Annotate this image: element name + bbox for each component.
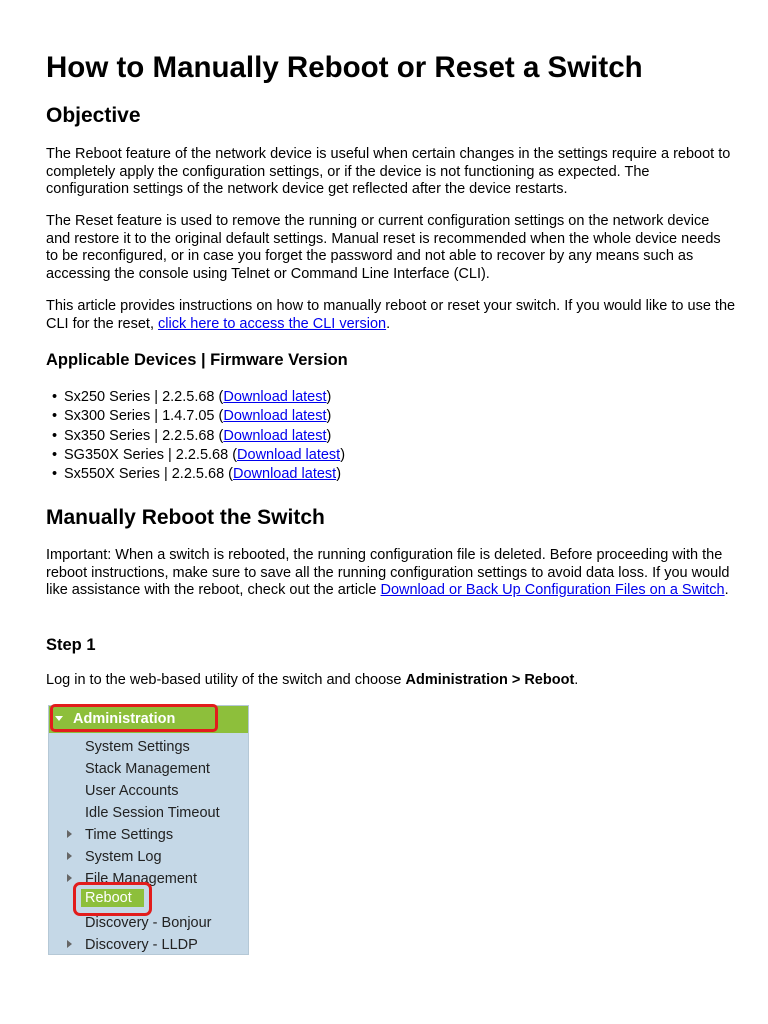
expand-arrow-icon [67, 852, 72, 860]
cli-intro-text: This article provides instructions on how to manually reboot or reset your switch. If you would like to use the CLI for the reset, [46, 298, 736, 332]
expand-arrow-icon [67, 940, 72, 948]
objective-paragraph-3 [46, 298, 736, 333]
menu-item-time-settings[interactable] [85, 826, 173, 844]
device-item [64, 407, 345, 426]
important-paragraph [46, 547, 736, 600]
menu-item-label: File Management [85, 871, 198, 887]
device-close: ) [326, 427, 332, 444]
reboot-highlight-box [73, 882, 152, 916]
device-name: Sx250 Series | 2.2.5.68 ( [64, 389, 224, 405]
menu-item-label: Discovery - LLDP [85, 937, 198, 953]
step-1-instruction: Log in to the web-based utility of the switch and choose [46, 672, 406, 688]
menu-item-discovery-lldp[interactable] [85, 936, 198, 954]
device-list [46, 388, 345, 484]
download-latest-link[interactable]: Download latest [233, 466, 337, 483]
administration-highlight-box [50, 704, 218, 732]
download-latest-link[interactable]: Download latest [223, 408, 327, 425]
backup-config-link[interactable]: Download or Back Up Configuration Files on a Switch [380, 582, 725, 598]
device-name: SG350X Series | 2.2.5.68 ( [64, 446, 238, 463]
step-1-text [46, 672, 736, 690]
device-name: Sx300 Series | 1.4.7.05 ( [64, 408, 224, 425]
download-latest-link[interactable]: Download latest [237, 446, 341, 463]
device-item [64, 446, 345, 465]
menu-item-user-accounts[interactable]: User Accounts [85, 783, 179, 799]
cli-version-link[interactable]: click here to access the CLI version [158, 315, 387, 332]
menu-item-label: Time Settings [85, 827, 174, 843]
device-name: Sx550X Series | 2.2.5.68 ( [64, 466, 234, 483]
menu-item-system-settings[interactable]: System Settings [85, 739, 190, 755]
expand-arrow-icon [67, 830, 72, 838]
manual-reboot-heading: Manually Reboot the Switch [46, 506, 325, 529]
download-latest-link[interactable]: Download latest [223, 389, 327, 405]
objective-paragraph-1: The Reboot feature of the network device is useful when certain changes in the settings require a reboot to completely apply the configuration settings, or if the device is not functioning as expected. The configuration settings of the network device get reflected after the device restarts. [46, 146, 731, 197]
device-close: ) [336, 466, 342, 483]
important-period: . [724, 582, 729, 598]
page-title: How to Manually Reboot or Reset a Switch [46, 51, 643, 84]
objective-heading: Objective [46, 104, 141, 127]
step-1-menu-path: Administration > Reboot [405, 672, 575, 688]
menu-item-system-log[interactable] [85, 848, 162, 866]
menu-item-idle-session-timeout[interactable]: Idle Session Timeout [85, 805, 220, 821]
objective-paragraph-2: The Reset feature is used to remove the running or current configuration settings on the network device and restore it to the original default settings. Manual reset is recommended when the whole device needs to be reconfigured, or in case you forget the password and not able to recover by any means such as accessing the console using Telnet or Command Line Interface (CLI). [46, 213, 721, 282]
device-item [64, 465, 345, 484]
menu-item-reboot[interactable]: Reboot [81, 889, 144, 907]
download-latest-link[interactable]: Download latest [223, 427, 327, 444]
applicable-devices-heading: Applicable Devices | Firmware Version [46, 351, 348, 369]
administration-menu-screenshot [48, 705, 249, 955]
menu-item-label: System Log [85, 849, 162, 865]
expand-arrow-icon [67, 874, 72, 882]
cli-period: . [386, 315, 391, 332]
step-1-heading: Step 1 [46, 636, 96, 654]
device-item [64, 427, 345, 446]
menu-item-discovery-bonjour[interactable]: Discovery - Bonjour [85, 915, 212, 931]
device-close: ) [340, 446, 346, 463]
important-text: Important: When a switch is rebooted, the running configuration file is deleted. Before proceeding with the reboot instructions, make sure to save all the running configuration settings to avoid data loss. If you would like assistance with the reboot, check out the article [46, 547, 730, 598]
menu-item-stack-management[interactable]: Stack Management [85, 761, 210, 777]
administration-label: Administration [73, 711, 176, 727]
step-1-period: . [574, 672, 579, 688]
device-name: Sx350 Series | 2.2.5.68 ( [64, 427, 224, 444]
device-close: ) [326, 389, 332, 405]
device-close: ) [326, 408, 332, 425]
device-item [64, 388, 345, 407]
